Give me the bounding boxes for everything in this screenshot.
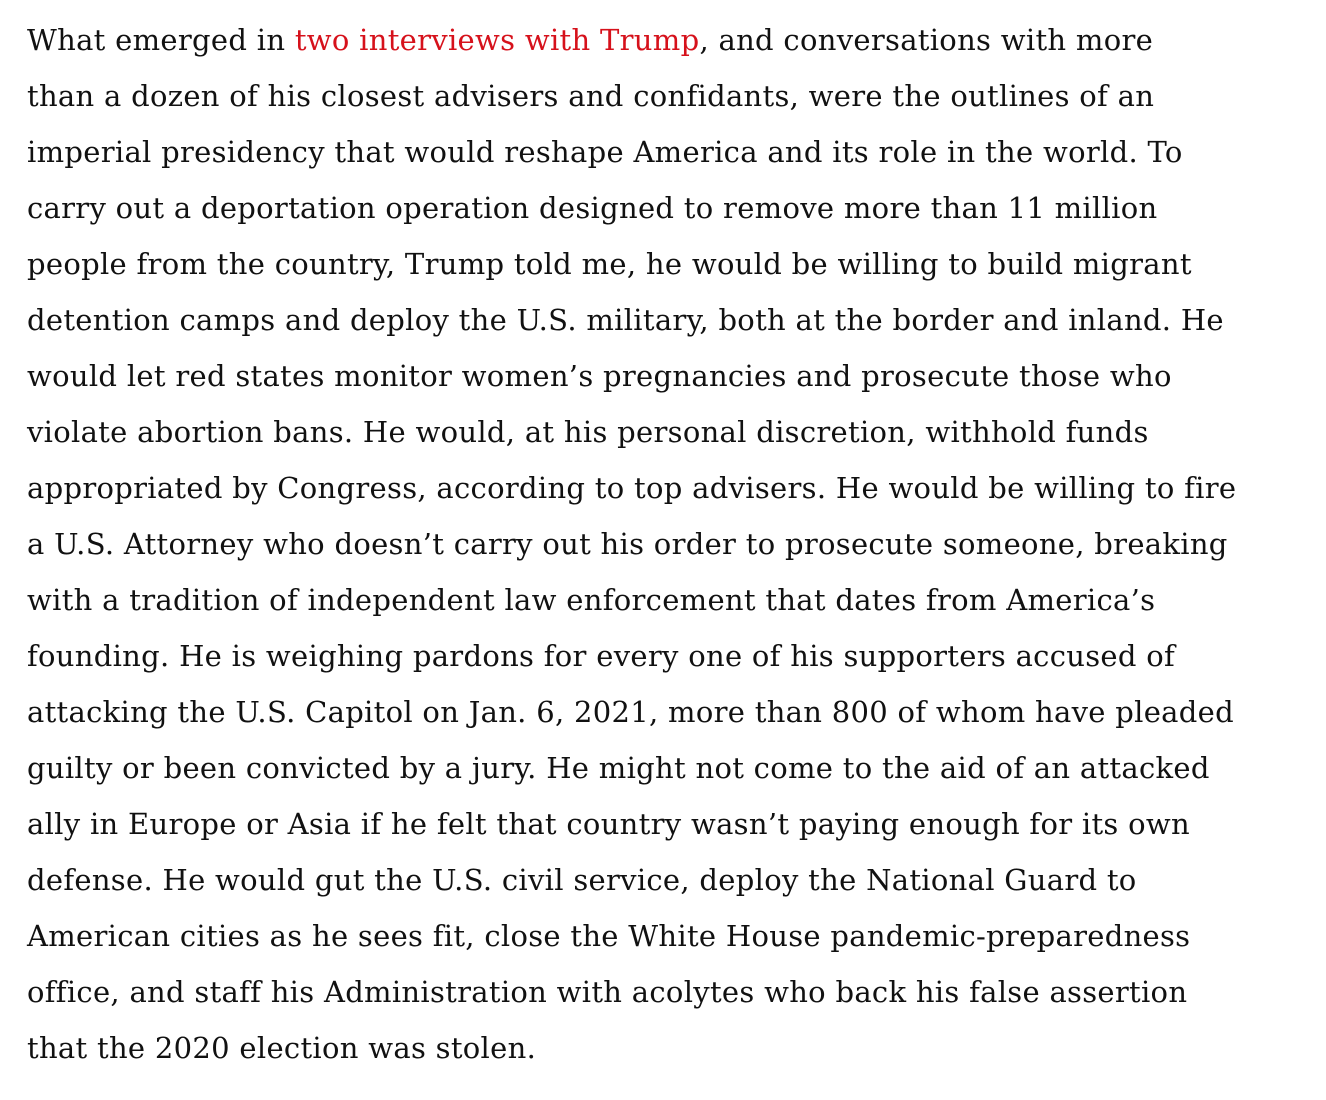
line-1-lead-text: What emerged in [27, 23, 295, 57]
paragraph-line-10: a U.S. Attorney who doesn’t carry out his order to prosecute someone, breaking [27, 527, 1228, 561]
paragraph-line-14: guilty or been convicted by a jury. He might not come to the aid of an attacked [27, 751, 1210, 785]
paragraph-line-16: defense. He would gut the U.S. civil service, deploy the National Guard to [27, 863, 1137, 897]
paragraph-line-15: ally in Europe or Asia if he felt that country wasn’t paying enough for its own [27, 807, 1190, 841]
paragraph-line-18: office, and staff his Administration with acolytes who back his false assertion [27, 975, 1188, 1009]
paragraph-line-17: American cities as he sees fit, close the White House pandemic-preparedness [27, 919, 1191, 953]
paragraph-line-1 [27, 12, 1317, 68]
interviews-link[interactable]: two interviews with Trump [294, 23, 700, 57]
paragraph-line-5: people from the country, Trump told me, he would be willing to build migrant [27, 247, 1192, 281]
paragraph-line-6: detention camps and deploy the U.S. military, both at the border and inland. He [27, 303, 1224, 337]
paragraph-line-13: attacking the U.S. Capitol on Jan. 6, 2021, more than 800 of whom have pleaded [27, 695, 1234, 729]
paragraph-line-7: would let red states monitor women’s pregnancies and prosecute those who [27, 359, 1172, 393]
paragraph-line-9: appropriated by Congress, according to top advisers. He would be willing to fire [27, 471, 1237, 505]
paragraph-line-19: that the 2020 election was stolen. [27, 1031, 537, 1065]
paragraph-line-4: carry out a deportation operation designed to remove more than 11 million [27, 191, 1158, 225]
paragraph-line-2: than a dozen of his closest advisers and confidants, were the outlines of an [27, 79, 1155, 113]
article-paragraph [27, 12, 1317, 1076]
paragraph-line-3: imperial presidency that would reshape America and its role in the world. To [27, 135, 1183, 169]
paragraph-line-12: founding. He is weighing pardons for every one of his supporters accused of [27, 639, 1176, 673]
paragraph-line-8: violate abortion bans. He would, at his personal discretion, withhold funds [27, 415, 1149, 449]
paragraph-line-11: with a tradition of independent law enforcement that dates from America’s [27, 583, 1156, 617]
line-1-trailing-text: , and conversations with more [699, 23, 1154, 57]
